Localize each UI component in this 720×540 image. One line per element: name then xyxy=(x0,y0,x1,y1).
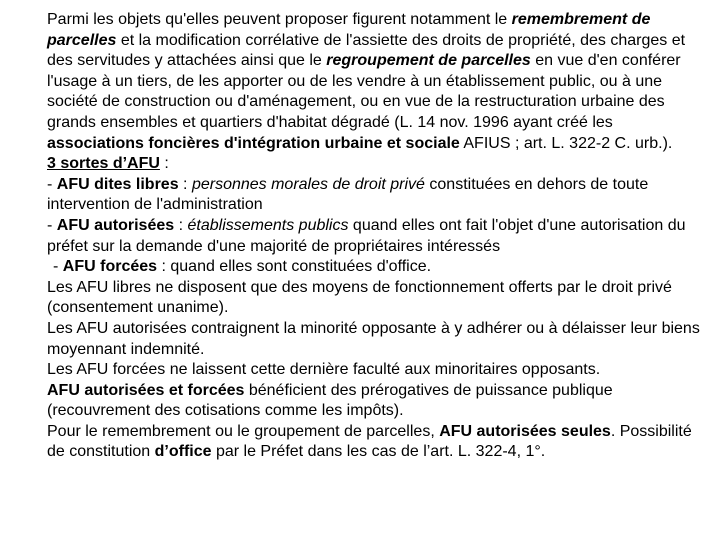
final-text-1: Pour le remembrement ou le groupement de parcelles, xyxy=(47,422,440,440)
term-regroupement: regroupement de parcelles xyxy=(326,52,531,70)
item-prefix: - xyxy=(53,258,63,276)
final-text-3: par le Préfet dans les cas de l’art. L. 322-4, 1°. xyxy=(211,443,546,461)
prerogatives-text: bénéficient des prérogatives de puissance publique (recouvrement des cotisations comme les impôts). xyxy=(47,381,613,420)
label-autorisees-forcees: AFU autorisées et forcées xyxy=(47,381,245,399)
section-heading xyxy=(47,154,712,175)
item-prefix: - xyxy=(47,175,57,193)
term-afius: associations foncières d'intégration urbaine et sociale xyxy=(47,134,460,152)
item-sep: : xyxy=(174,216,188,234)
term-remembrement: remembrement de parcelles xyxy=(47,11,651,49)
term-office: d’office xyxy=(154,443,212,461)
libres-description: constituées en dehors de toute intervention de l'administration xyxy=(47,175,649,214)
intro-text-1: Parmi les objets qu'elles peuvent proposer figurent notamment le xyxy=(47,11,512,28)
label-afu-forcees: AFU forcées xyxy=(62,258,158,276)
final-text-2: . Possibilité de constitution xyxy=(47,422,692,461)
paragraph-autorisees: Les AFU autorisées contraignent la minorité opposante à y adhérer ou à délaisser leur biens moyennant indemnité. xyxy=(47,319,700,358)
item-afu-libres xyxy=(47,175,712,216)
libres-nature: personnes morales de droit privé xyxy=(191,175,425,193)
autorisees-nature: établissements publics xyxy=(187,216,349,234)
paragraph-remembrement xyxy=(47,422,712,463)
label-afu-libres: AFU dites libres xyxy=(56,175,179,193)
label-afu-autorisees: AFU autorisées xyxy=(56,216,175,234)
intro-text-2: et la modification corrélative de l'assiette des droits de propriété, des charges et des servitudes y attachées ainsi que le xyxy=(47,31,686,70)
item-sep: : xyxy=(178,175,192,193)
paragraph-libres: Les AFU libres ne disposent que des moyens de fonctionnement offerts par le droit privé (consentement unanime). xyxy=(47,278,672,317)
intro-paragraph xyxy=(47,10,712,154)
label-autorisees-seules: AFU autorisées seules xyxy=(439,422,611,440)
paragraph-prerogatives xyxy=(47,381,712,422)
paragraph-forcees: Les AFU forcées ne laissent cette dernière faculté aux minoritaires opposants. xyxy=(47,361,601,379)
item-afu-forcees xyxy=(47,257,712,278)
autorisees-description: quand elles ont fait l'objet d'une autorisation du préfet sur la demande d'une majorité de propriétaires intéressés xyxy=(47,216,686,255)
intro-text-4: AFIUS ; art. L. 322-2 C. urb.). xyxy=(459,134,673,152)
heading-suffix: : xyxy=(159,155,169,173)
item-prefix: - xyxy=(47,216,57,234)
forcees-description: : quand elles sont constituées d'office. xyxy=(157,258,432,276)
intro-text-3: en vue d'en conférer l'usage à un tiers, de les apporter ou de les vendre à un établissement public, ou à une société de construction ou d'aménagement, ou en vue de la restructuration urbaine des grands ensembles et quartiers d'habitat dégradé (L. 14 nov. 1996 ayant créé les xyxy=(47,52,681,131)
heading-afu-types: 3 sortes d’AFU xyxy=(47,155,160,173)
item-afu-autorisees xyxy=(47,216,712,257)
